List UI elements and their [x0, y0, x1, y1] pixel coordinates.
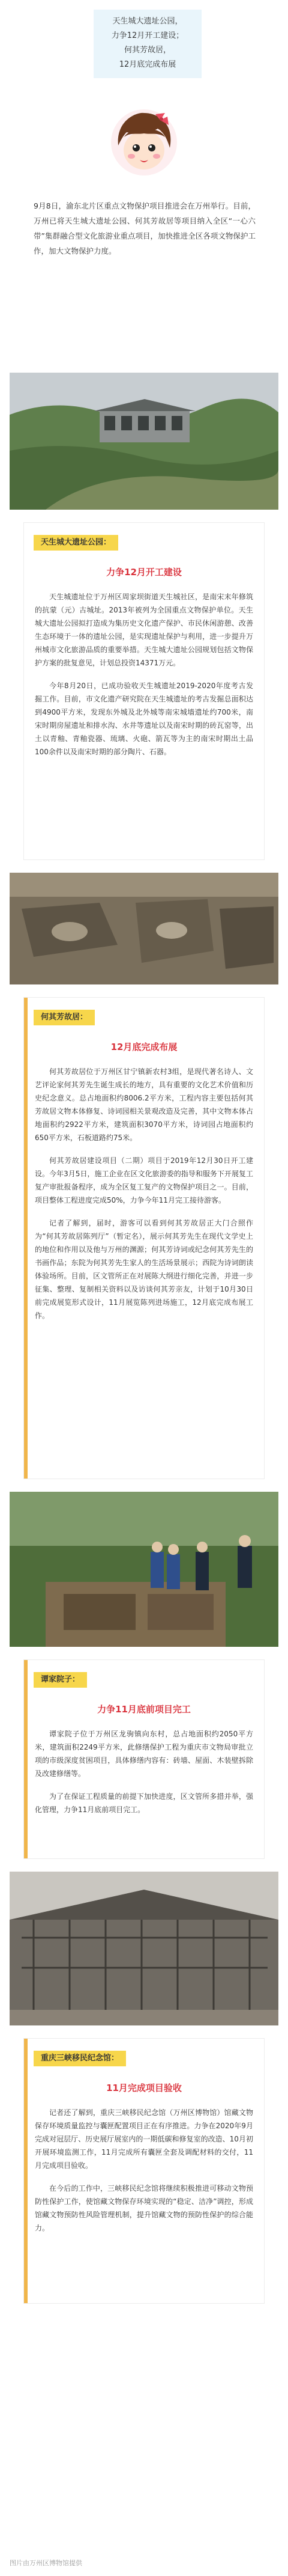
photo-tiansheng-site — [10, 373, 278, 510]
section-subtitle: 力争11月底前项目完工 — [97, 1704, 191, 1715]
section-text — [35, 590, 253, 768]
paragraph: 天生城遗址位于万州区周家坝街道天生城社区，是南宋末年修筑的抗蒙（元）古城址。2013年被列为全国重点文物保护单位。天生城大遗址公园拟打造成为集历史文化遗产保护、市民休闲游憩、改善生态环境于一体的遗址公园，是实现遗址保护与利用，进一步提升万州城市文化旅游品质的重要举措。天生城大遗址公园规划包括文物保护方案的批复意见，计划总投资14371万元。 — [35, 593, 253, 667]
photo-credit: 图片由万州区博物馆提供 — [10, 2559, 82, 2567]
section-text — [35, 2106, 253, 2244]
photo-construction — [10, 1872, 278, 2025]
section-text — [35, 1065, 253, 1332]
section-card-tiansheng — [24, 523, 264, 859]
section-text — [35, 1727, 253, 1826]
intro-line: 力争12月开工建设； — [111, 31, 184, 40]
intro-line: 12月底完成布展 — [119, 60, 176, 69]
section-card-yimin-museum — [24, 2039, 264, 2303]
paragraph: 为了在保证工程质量的前提下加快进度，区文管所多措并举，强化管理，力争11月底前项目完工。 — [35, 1792, 253, 1814]
accent-bar — [24, 998, 28, 1479]
paragraph: 今年8月20日，已成功验收天生城遗址2019-2020年度考古发掘工作。目前，市文化遗产研究院在天生城遗址的考古发掘总面积达到4900平方米，发现东外城及北外城等南宋城墙遗址约700米，南宋时期房屋遗址和排水沟、水井等遗址以及南宋时期的砖瓦窑等，出土以青釉、青釉瓷器、琉璃、火砲、箭瓦等为主的南宋时期出土品100余件以及南宋时期的部分陶片、石器。 — [35, 682, 253, 756]
section-tag: 天生城大遗址公园： — [34, 535, 118, 551]
photo-excavation — [10, 873, 278, 984]
section-card-heqifang — [24, 998, 264, 1479]
paragraph: 谭家院子位于万州区龙驹镇向东村，总占地面积约2050平方米，建筑面积2249平方米，此修缮保护工程为重庆市文物局审批立项的市级深度贫困项目，具体修缮内容有：砖墙、屋面、木装壁拆除及改建修缮等。 — [35, 1730, 253, 1778]
accent-bar — [24, 2039, 28, 2303]
cartoon-avatar — [110, 108, 178, 177]
section-tag: 重庆三峡移民纪念馆： — [34, 2051, 126, 2066]
accent-bar — [24, 1660, 28, 1858]
lead-paragraph: 9月8日，渝东北片区重点文物保护项目推进会在万州举行。目前，万州已将天生城大遗址公园、何其芳故居等项目纳入全区“一心六带”集群融合型文化旅游业重点项目，加快推进全区各项文物保护工作，加大文物保护力度。 — [34, 201, 256, 255]
section-tag: 何其芳故居： — [34, 1010, 95, 1025]
paragraph: 记者了解到，届时，游客可以看到何其芳故居正大门合照作为“何其芳故居陈列厅”（暂定名），展示何其芳先生在现代文学史上的地位和作用以及他与万州的渊源；何其芳诗词或纪念何其芳先生的书画作品；东院为何其芳先生家人的生活场景展示；西院为诗词朗读体验场所。目前，区文管所正在对展陈大纲进行细化完善，并进一步征集、整理、复制相关资料以及访谈何其芳亲友，计划于10月30日前完成展览形式设计，11月展览陈列进场施工，12月底完成布展工作。 — [35, 1219, 253, 1320]
section-subtitle: 力争12月开工建设 — [106, 567, 182, 578]
photo-site-visit — [10, 1492, 278, 1647]
paragraph: 记者还了解到，重庆三峡移民纪念馆（万州区博物馆）馆藏文物保存环境质量监控与囊匣配置项目正在有序推进。力争在2020年9月完成对冠层厅、历史展厅展室内的一期低碳和修复室的改造、10月初开展环境监测工作，11月完成所有囊匣全套及调配材料的交付，11月完成项目验收。 — [35, 2108, 253, 2170]
paragraph: 何其芳故居建设项目（二期）项目于2019年12月30日开工建设。今年3月5日，施工企业在区文化旅游委的指导和服务下开展复工复产审批报备程序，成为全区复工复产的文物保护项目之一。目前，项目整体工程进度完成50%，力争今年11月完工接待游客。 — [35, 1156, 253, 1204]
section-subtitle: 12月底完成布展 — [110, 1042, 178, 1052]
paragraph: 何其芳故居位于万州区甘宁镇新农村3组，是现代著名诗人、文艺评论家何其芳先生诞生成长的地方，具有重要的文化艺术价值和历史纪念意义。总占地面积约8006.2平方米，工程内容主要包括何其芳故居文物本体修复、诗词园相关景观改造及完善，其中文物本体占地面积约2922平方米，建筑面积3070平方米，诗词园占地面积约650平方米，石板道路约75米。 — [35, 1067, 253, 1142]
intro-headline-box — [94, 10, 202, 78]
section-subtitle: 11月完成项目验收 — [106, 2083, 182, 2093]
intro-line: 天生城大遗址公园， — [112, 17, 183, 26]
paragraph: 在今后的工作中，三峡移民纪念馆将继续积极推进可移动文物预防性保护工作，使馆藏文物保存环境实现的“稳定、洁净”调控，形成馆藏文物预防性风险管理机制，提升馆藏文物的预防性保护的综合能力。 — [35, 2184, 253, 2232]
intro-line: 何其芳故居， — [124, 46, 171, 55]
section-card-tanjiayuanzi — [24, 1660, 264, 1858]
section-tag: 谭家院子： — [34, 1672, 87, 1688]
